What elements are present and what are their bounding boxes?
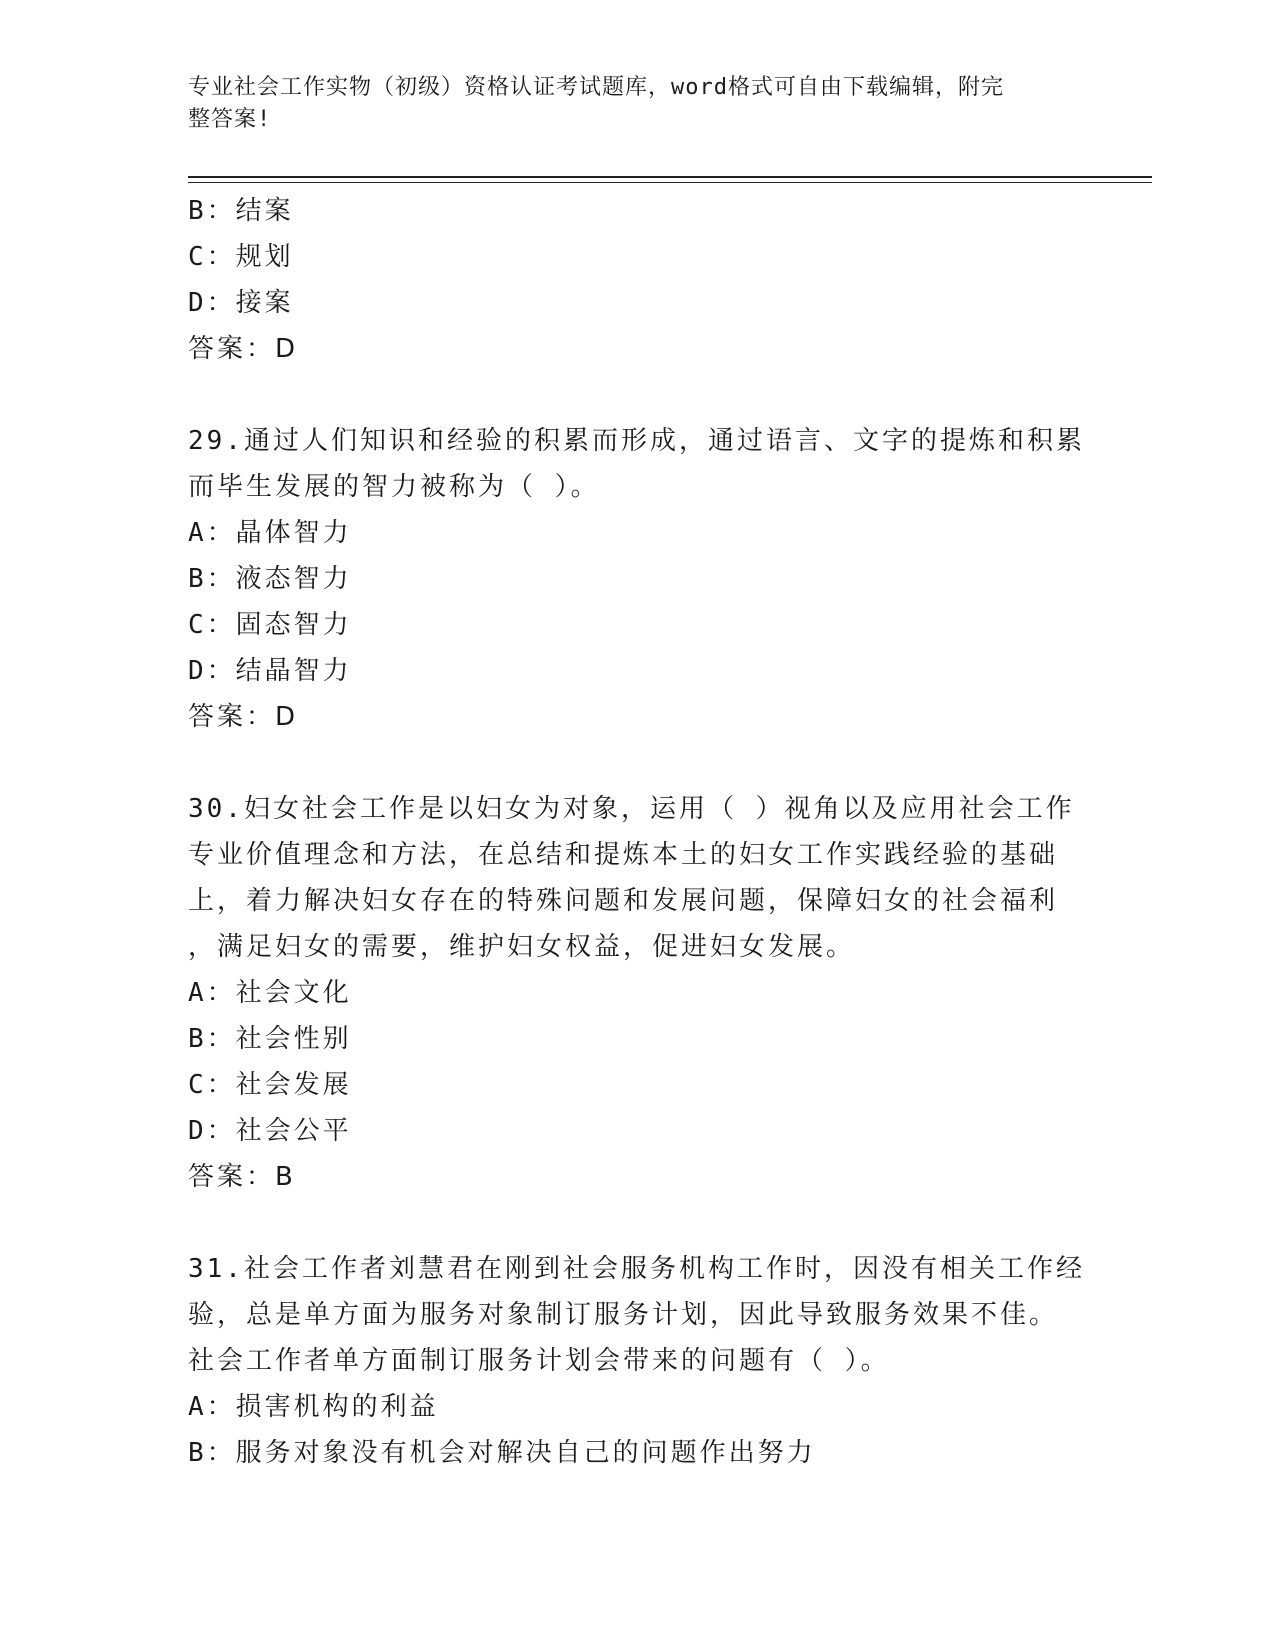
option-a: A：晶体智力 — [188, 518, 352, 548]
block-spacer — [188, 1200, 1088, 1246]
answer-line: 答案：D — [188, 334, 299, 364]
question-stem-line: 专业价值理念和方法，在总结和提炼本土的妇女工作实践经验的基础 — [188, 840, 1059, 870]
option-a: A：社会文化 — [188, 978, 352, 1008]
question-block-28 — [188, 188, 1088, 372]
question-stem-line: 31.社会工作者刘慧君在刚到社会服务机构工作时，因没有相关工作经 — [188, 1254, 1085, 1284]
block-spacer — [188, 740, 1088, 786]
question-stem-line: 验，总是单方面为服务对象制订服务计划，因此导致服务效果不佳。 — [188, 1300, 1059, 1330]
option-b: B：结案 — [188, 196, 294, 226]
block-spacer — [188, 372, 1088, 418]
option-a: A：损害机构的利益 — [188, 1392, 439, 1422]
option-c: C：固态智力 — [188, 610, 352, 640]
question-block-29 — [188, 418, 1088, 740]
header-line-1: 专业社会工作实物（初级）资格认证考试题库，word格式可自由下载编辑，附完 — [188, 75, 1004, 100]
question-stem-line: ，满足妇女的需要，维护妇女权益，促进妇女发展。 — [188, 932, 856, 962]
option-b: B：社会性别 — [188, 1024, 352, 1054]
header-rule-thick — [188, 176, 1152, 178]
option-c: C：社会发展 — [188, 1070, 352, 1100]
option-b: B：液态智力 — [188, 564, 352, 594]
question-stem-line: 社会工作者单方面制订服务计划会带来的问题有（ ）。 — [188, 1346, 890, 1376]
option-d: D：接案 — [188, 288, 294, 318]
question-content — [188, 188, 1088, 1476]
question-stem-line: 上，着力解决妇女存在的特殊问题和发展问题，保障妇女的社会福利 — [188, 886, 1059, 916]
question-block-31 — [188, 1246, 1088, 1476]
header-rule-thin — [188, 182, 1152, 183]
option-d: D：结晶智力 — [188, 656, 352, 686]
question-stem-line: 而毕生发展的智力被称为（ ）。 — [188, 472, 600, 502]
option-c: C：规划 — [188, 242, 294, 272]
option-b: B：服务对象没有机会对解决自己的问题作出努力 — [188, 1438, 816, 1468]
question-stem-line: 29.通过人们知识和经验的积累而形成，通过语言、文字的提炼和积累 — [188, 426, 1085, 456]
answer-line: 答案：B — [188, 1162, 296, 1192]
answer-line: 答案：D — [188, 702, 299, 732]
document-header — [188, 72, 1068, 136]
header-line-2: 整答案! — [188, 107, 272, 132]
question-stem-line: 30.妇女社会工作是以妇女为对象，运用（ ）视角以及应用社会工作 — [188, 794, 1075, 824]
question-block-30 — [188, 786, 1088, 1200]
option-d: D：社会公平 — [188, 1116, 352, 1146]
